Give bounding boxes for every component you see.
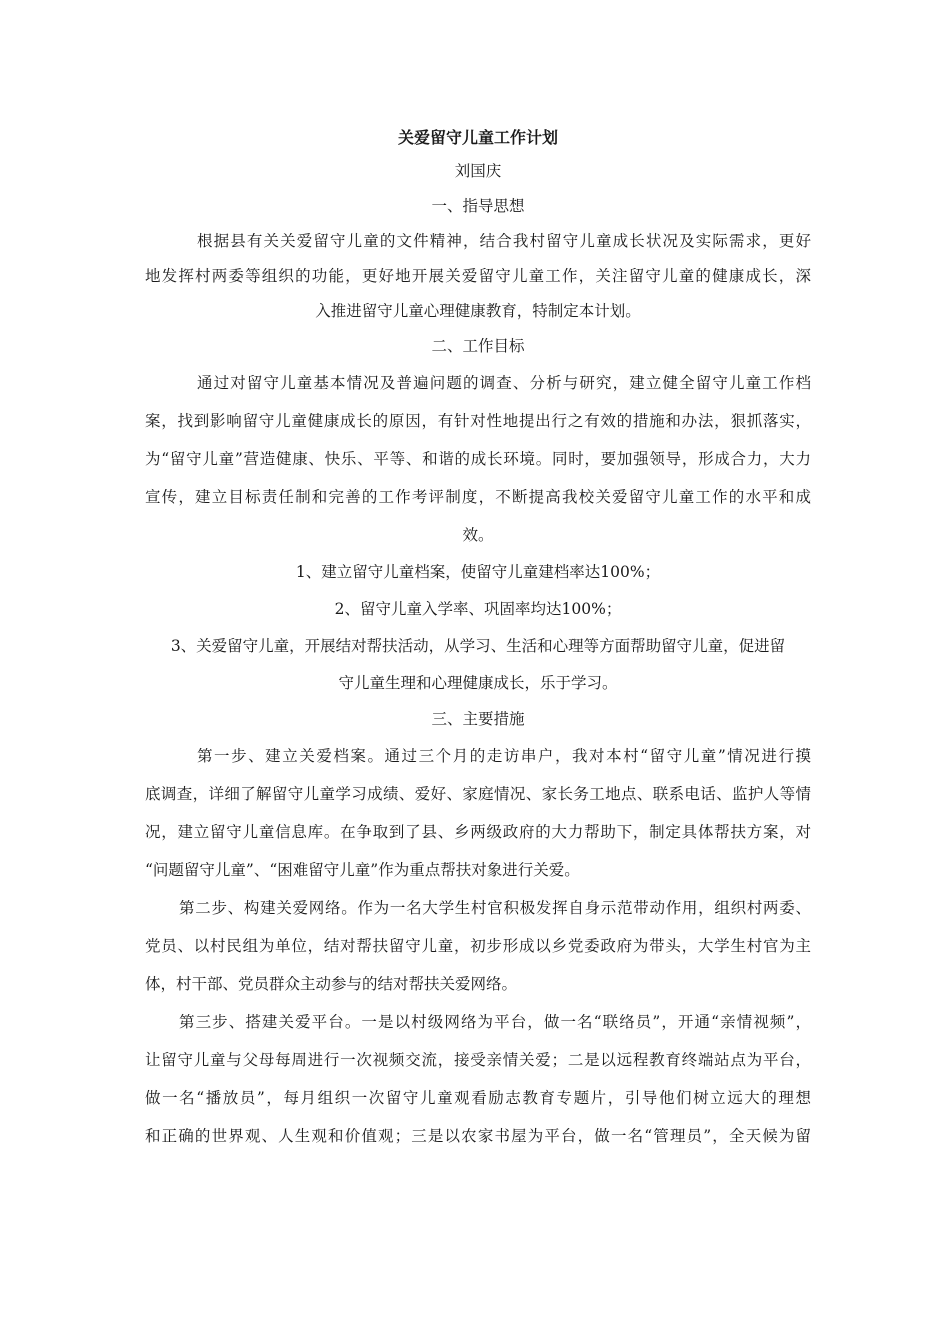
paragraph-line: 案，找到影响留守儿童健康成长的原因，有针对性地提出行之有效的措施和办法，狠抓落实，	[145, 412, 811, 430]
paragraph-line: 宣传，建立目标责任制和完善的工作考评制度，不断提高我校关爱留守儿童工作的水平和成	[145, 488, 811, 506]
paragraph-line: 和正确的世界观、人生观和价值观；三是以农家书屋为平台，做一名“管理员”，全天候为留	[145, 1127, 811, 1145]
goal-item: 3、关爱留守儿童，开展结对帮扶活动，从学习、生活和心理等方面帮助留守儿童，促进留	[170, 637, 786, 655]
paragraph-line: 根据县有关关爱留守儿童的文件精神，结合我村留守儿童成长状况及实际需求，更好	[197, 232, 811, 250]
paragraph-line: 第一步、建立关爱档案。通过三个月的走访串户，我对本村“留守儿童”情况进行摸	[197, 747, 811, 765]
paragraph-line: 为“留守儿童”营造健康、快乐、平等、和谐的成长环境。同时，要加强领导，形成合力，大力	[145, 450, 811, 468]
document-title: 关爱留守儿童工作计划	[397, 128, 558, 147]
section-heading-guiding-ideology: 一、指导思想	[431, 197, 525, 215]
paragraph-line: 第二步、构建关爱网络。作为一名大学生村官积极发挥自身示范带动作用，组织村两委、	[179, 899, 811, 917]
paragraph-line: 通过对留守儿童基本情况及普遍问题的调查、分析与研究，建立健全留守儿童工作档	[197, 374, 811, 392]
goal-item: 2、留守儿童入学率、巩固率均达100%；	[334, 600, 622, 618]
paragraph-line: 做一名“播放员”，每月组织一次留守儿童观看励志教育专题片，引导他们树立远大的理想	[145, 1089, 811, 1107]
document-author: 刘国庆	[454, 162, 502, 180]
goal-item: 守儿童生理和心理健康成长，乐于学习。	[338, 674, 618, 692]
goal-item: 1、建立留守儿童档案，使留守儿童建档率达100%；	[295, 563, 661, 581]
paragraph-line: 地发挥村两委等组织的功能，更好地开展关爱留守儿童工作，关注留守儿童的健康成长，深	[145, 267, 811, 285]
paragraph-line: 体，村干部、党员群众主动参与的结对帮扶关爱网络。	[145, 975, 518, 993]
paragraph-line: 底调查，详细了解留守儿童学习成绩、爱好、家庭情况、家长务工地点、联系电话、监护人等情	[145, 785, 811, 803]
paragraph-line: 况，建立留守儿童信息库。在争取到了县、乡两级政府的大力帮助下，制定具体帮扶方案，对	[145, 823, 811, 841]
section-heading-main-measures: 三、主要措施	[431, 710, 525, 728]
paragraph-line: 第三步、搭建关爱平台。一是以村级网络为平台，做一名“联络员”，开通“亲情视频”，	[179, 1013, 811, 1031]
paragraph-line: 效。	[462, 526, 494, 544]
paragraph-line: 让留守儿童与父母每周进行一次视频交流，接受亲情关爱；二是以远程教育终端站点为平台，	[145, 1051, 811, 1069]
paragraph-line: 党员、以村民组为单位，结对帮扶留守儿童，初步形成以乡党委政府为带头，大学生村官为主	[145, 937, 811, 955]
section-heading-work-goals: 二、工作目标	[431, 337, 525, 355]
document-body	[145, 123, 811, 1155]
paragraph-line: “问题留守儿童”、“困难留守儿童”作为重点帮扶对象进行关爱。	[145, 861, 580, 879]
paragraph-line: 入推进留守儿童心理健康教育，特制定本计划。	[315, 302, 641, 320]
